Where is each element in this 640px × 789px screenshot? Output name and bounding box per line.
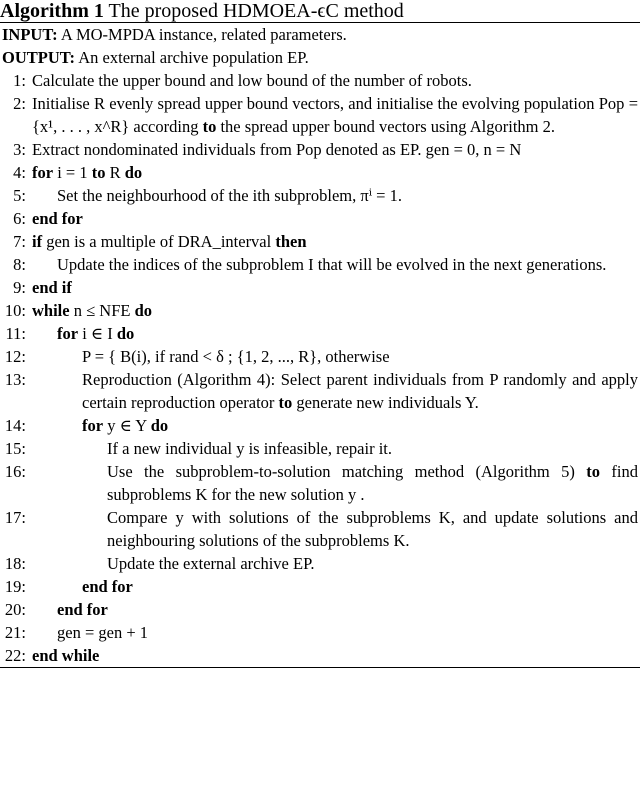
algorithm-line <box>0 184 640 207</box>
algorithm-line <box>0 506 640 552</box>
algorithm-line <box>0 414 640 437</box>
line-number: 9: <box>13 278 26 297</box>
line-text: Extract nondominated individuals from Pop denoted as EP. gen = 0, n = N <box>32 140 522 159</box>
line-text: end if <box>32 278 72 297</box>
line-number: 15: <box>4 439 26 458</box>
line-text: if gen is a multiple of DRA_interval then <box>32 232 307 251</box>
line-text: Compare y with solutions of the subproblems K, and update solutions and neighbouring solutions of the subproblems K. <box>107 508 638 550</box>
line-text: while n ≤ NFE do <box>32 301 153 320</box>
line-number: 21: <box>4 623 26 642</box>
line-text: Update the indices of the subproblem I that will be evolved in the next generations. <box>57 255 607 274</box>
line-text: P = { B(i), if rand < δ ; {1, 2, ..., R}, otherwise <box>82 347 390 366</box>
line-number: 17: <box>4 508 26 527</box>
line-number: 8: <box>13 255 26 274</box>
line-text: end while <box>32 646 100 665</box>
line-number: 10: <box>4 301 26 320</box>
algorithm-line <box>0 575 640 598</box>
algorithm-line <box>0 621 640 644</box>
line-text: If a new individual y is infeasible, repair it. <box>107 439 392 458</box>
algorithm-line <box>0 230 640 253</box>
line-number: 6: <box>13 209 26 228</box>
line-number: 3: <box>13 140 26 159</box>
algorithm-line <box>0 253 640 276</box>
algorithm-line <box>0 460 640 506</box>
line-number: 1: <box>13 71 26 90</box>
line-text: Calculate the upper bound and low bound of the number of robots. <box>32 71 472 90</box>
algorithm-line <box>0 598 640 621</box>
line-text: Use the subproblem-to-solution matching method (Algorithm 5) to find subproblems K for the new solution y . <box>107 462 638 504</box>
line-text: gen = gen + 1 <box>57 623 149 642</box>
algorithm-line <box>0 368 640 414</box>
algorithm-label: Algorithm 1 <box>0 0 104 22</box>
algorithm-line <box>0 161 640 184</box>
input-line: INPUT: A MO-MPDA instance, related parameters. <box>2 25 347 44</box>
line-number: 13: <box>4 370 26 389</box>
line-number: 16: <box>4 462 26 481</box>
line-number: 20: <box>4 600 26 619</box>
line-text: Initialise R evenly spread upper bound vectors, and initialise the evolving population Pop = {x¹, . . . , x^R} according to the spread upper bound vectors using Algorithm 2. <box>32 94 638 136</box>
algorithm-line <box>0 69 640 92</box>
algorithm-line <box>0 207 640 230</box>
line-text: for i = 1 to R do <box>32 163 143 182</box>
algorithm-lines <box>0 69 640 667</box>
line-text: Reproduction (Algorithm 4): Select parent individuals from P randomly and apply certain reproduction operator to generate new individuals Y. <box>82 370 638 412</box>
line-text: end for <box>82 577 133 596</box>
algorithm-line <box>0 552 640 575</box>
algorithm-line <box>0 138 640 161</box>
line-text: Set the neighbourhood of the ith subproblem, πⁱ = 1. <box>57 186 402 205</box>
algorithm-line <box>0 644 640 667</box>
line-number: 4: <box>13 163 26 182</box>
algorithm-line <box>0 92 640 138</box>
line-number: 12: <box>4 347 26 366</box>
line-text: for y ∈ Y do <box>82 416 169 435</box>
algorithm-line <box>0 345 640 368</box>
line-text: for i ∈ I do <box>57 324 135 343</box>
line-text: Update the external archive EP. <box>107 554 315 573</box>
bottom-rule <box>0 667 640 668</box>
algorithm-line <box>0 299 640 322</box>
algorithm-caption <box>0 0 640 22</box>
line-number: 14: <box>4 416 26 435</box>
output-line: OUTPUT: An external archive population EP. <box>2 48 309 67</box>
algorithm-line <box>0 276 640 299</box>
line-number: 2: <box>13 94 26 113</box>
line-number: 5: <box>13 186 26 205</box>
algorithm-title: The proposed HDMOEA-ϵC method <box>108 0 404 22</box>
algorithm-line <box>0 322 640 345</box>
line-number: 19: <box>4 577 26 596</box>
line-number: 18: <box>4 554 26 573</box>
line-text: end for <box>32 209 83 228</box>
line-number: 7: <box>13 232 26 251</box>
line-text: end for <box>57 600 108 619</box>
line-number: 22: <box>4 646 26 665</box>
algorithm-line <box>0 437 640 460</box>
line-number: 11: <box>5 324 26 343</box>
